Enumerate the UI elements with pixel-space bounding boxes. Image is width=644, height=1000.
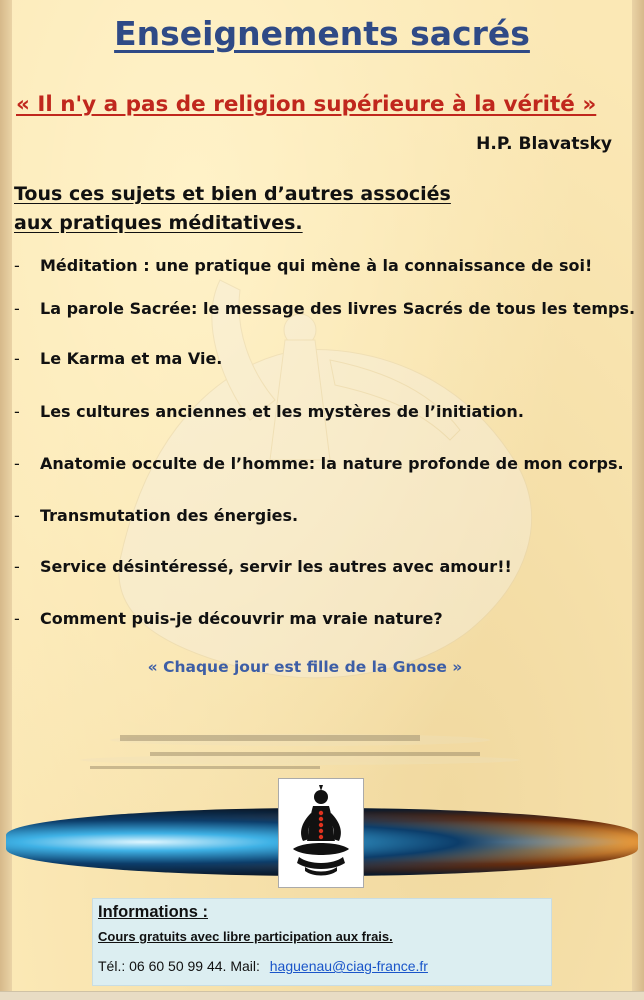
- quote-author: H.P. Blavatsky: [476, 134, 612, 154]
- list-item-text: Méditation : une pratique qui mène à la connaissance de soi!: [40, 256, 593, 275]
- list-item: [14, 557, 634, 583]
- email-link[interactable]: haguenau@ciag-france.fr: [269, 958, 428, 974]
- list-dash: -: [14, 454, 20, 473]
- info-title: Informations :: [98, 903, 208, 921]
- list-dash: -: [14, 299, 20, 318]
- list-item: [14, 349, 634, 375]
- info-subtitle: Cours gratuits avec libre participation aux frais.: [98, 929, 393, 944]
- intro-line-1: Tous ces sujets et bien d’autres associés: [14, 183, 451, 205]
- contact-phone-text: Tél.: 06 60 50 99 44. Mail:: [98, 958, 260, 974]
- blavatsky-quote: « Il n'y a pas de religion supérieure à la vérité »: [16, 92, 597, 117]
- intro-heading: [14, 180, 474, 238]
- list-item: [14, 454, 634, 480]
- list-dash: -: [14, 557, 20, 576]
- list-item-text: Les cultures anciennes et les mystères de l’initiation.: [40, 402, 524, 421]
- list-dash: -: [14, 349, 20, 368]
- list-dash: -: [14, 402, 20, 421]
- list-item-text: Service désintéressé, servir les autres avec amour!!: [40, 557, 512, 576]
- list-item: [14, 609, 634, 635]
- page-title: Enseignements sacrés: [114, 14, 530, 53]
- info-contact: [98, 958, 428, 974]
- list-item-text: Comment puis-je découvrir ma vraie nature?: [40, 609, 443, 628]
- list-dash: -: [14, 256, 20, 275]
- closing-quote: « Chaque jour est fille de la Gnose »: [147, 658, 463, 676]
- list-item: [14, 256, 634, 282]
- list-item: [14, 402, 634, 428]
- list-item-text: Le Karma et ma Vie.: [40, 349, 223, 368]
- intro-line-2: aux pratiques méditatives.: [14, 212, 303, 234]
- list-dash: -: [14, 609, 20, 628]
- list-item: [14, 506, 634, 532]
- bottom-strip: [0, 991, 644, 1000]
- list-item: [14, 299, 634, 325]
- list-item-text: Transmutation des énergies.: [40, 506, 299, 525]
- list-item-text: La parole Sacrée: le message des livres Sacrés de tous les temps.: [40, 299, 636, 318]
- list-dash: -: [14, 506, 20, 525]
- meditator-logo: [278, 778, 364, 888]
- meditator-icon: [279, 779, 363, 887]
- info-box: [92, 898, 552, 986]
- list-item-text: Anatomie occulte de l’homme: la nature profonde de mon corps.: [40, 454, 624, 473]
